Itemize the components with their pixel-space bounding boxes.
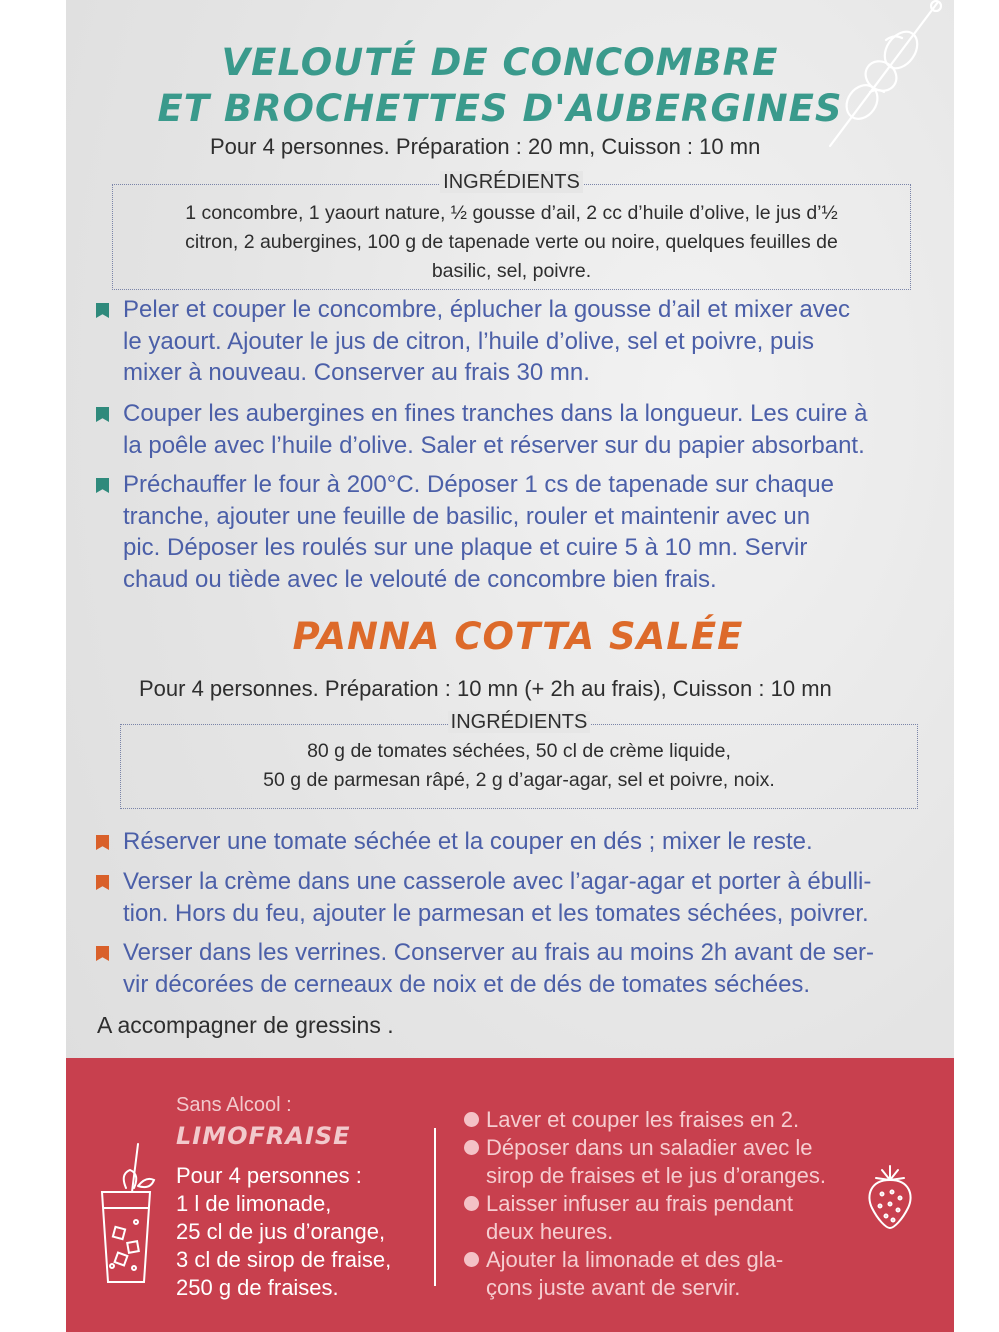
bullet-dot-icon (464, 1252, 479, 1267)
recipe2-ingredients-text: 80 g de tomates séchées, 50 cl de crème liquide, 50 g de parmesan râpé, 2 g d’agar-agar, sel et poivre, noix. (263, 740, 775, 791)
recipe1-step: Couper les aubergines en fines tranches dans la longueur. Les cuire à la poêle avec l’huile d’olive. Saler et réserver sur du papier absorbant. (96, 398, 926, 461)
ingredients-label: INGRÉDIENTS (440, 171, 583, 193)
bullet-dot-icon (464, 1112, 479, 1127)
recipe2-step: Verser dans les verrines. Conserver au frais au moins 2h avant de ser- vir décorées de cerneaux de noix et de dés de tomates séchées. (96, 937, 926, 1000)
drink-step: Laver et couper les fraises en 2. (464, 1106, 884, 1134)
recipe1-title: VELOUTÉ DE CONCOMBRE ET BROCHETTES D'AUBERGINES (157, 41, 843, 130)
cocktail-glass-icon (92, 1142, 162, 1292)
drink-step: Déposer dans un saladier avec le sirop de fraises et le jus d’oranges. (464, 1134, 884, 1190)
recipe2-ingredients-box (120, 711, 918, 809)
drink-step: Ajouter la limonade et des gla- çons juste avant de servir. (464, 1246, 884, 1302)
recipe2-title: PANNA COTTA SALÉE (292, 615, 744, 658)
recipe1-ingredients-box (112, 171, 911, 290)
bookmark-bullet-icon (96, 407, 109, 422)
bookmark-bullet-icon (96, 303, 109, 318)
vertical-divider (434, 1128, 436, 1286)
drink-category: Sans Alcool : (176, 1094, 292, 1116)
drink-ingredient: 25 cl de jus d’orange, (176, 1219, 386, 1244)
ingredients-label: INGRÉDIENTS (448, 711, 591, 733)
serving-note: A accompagner de gressins . (97, 1012, 394, 1038)
bookmark-bullet-icon (96, 946, 109, 961)
bullet-dot-icon (464, 1196, 479, 1211)
drink-ingredient: 250 g de fraises. (176, 1275, 339, 1300)
drink-footer (66, 1058, 954, 1332)
recipe2-meta: Pour 4 personnes. Préparation : 10 mn (+ 2h au frais), Cuisson : 10 mn (139, 676, 832, 701)
drink-ingredient: 3 cl de sirop de fraise, (176, 1247, 392, 1272)
strawberry-icon (862, 1162, 918, 1232)
bullet-dot-icon (464, 1140, 479, 1155)
drink-ingredient: 1 l de limonade, (176, 1191, 332, 1216)
drink-ingredient: Pour 4 personnes : (176, 1163, 362, 1188)
recipe2-step: Réserver une tomate séchée et la couper en dés ; mixer le reste. (96, 826, 926, 858)
recipe1-ingredients-text: 1 concombre, 1 yaourt nature, ½ gousse d’ail, 2 cc d’huile d’olive, le jus d’½ citron, 2 aubergines, 100 g de tapenade verte ou noire, quelques feuilles de basilic, sel, poivre. (185, 202, 838, 282)
bookmark-bullet-icon (96, 835, 109, 850)
bookmark-bullet-icon (96, 478, 109, 493)
recipe1-step: Peler et couper le concombre, éplucher la gousse d’ail et mixer avec le yaourt. Ajouter le jus de citron, l’huile d’olive, sel et poivre, puis mixer à nouveau. Conserver au frais 30 mn. (96, 294, 926, 389)
drink-step: Laisser infuser au frais pendant deux heures. (464, 1190, 884, 1246)
recipe1-step: Préchauffer le four à 200°C. Déposer 1 cs de tapenade sur chaque tranche, ajouter une feuille de basilic, rouler et maintenir avec un pic. Déposer les roulés sur une plaque et cuire 5 à 10 mn. Servir chaud ou tiède avec le velouté de concombre bien frais. (96, 469, 926, 595)
drink-name: LIMOFRAISE (176, 1122, 351, 1150)
bookmark-bullet-icon (96, 875, 109, 890)
recipe2-step: Verser la crème dans une casserole avec l’agar-agar et porter à ébulli- tion. Hors du feu, ajouter le parmesan et les tomates séchées, poivrer. (96, 866, 926, 929)
recipe1-meta: Pour 4 personnes. Préparation : 20 mn, Cuisson : 10 mn (210, 134, 761, 159)
